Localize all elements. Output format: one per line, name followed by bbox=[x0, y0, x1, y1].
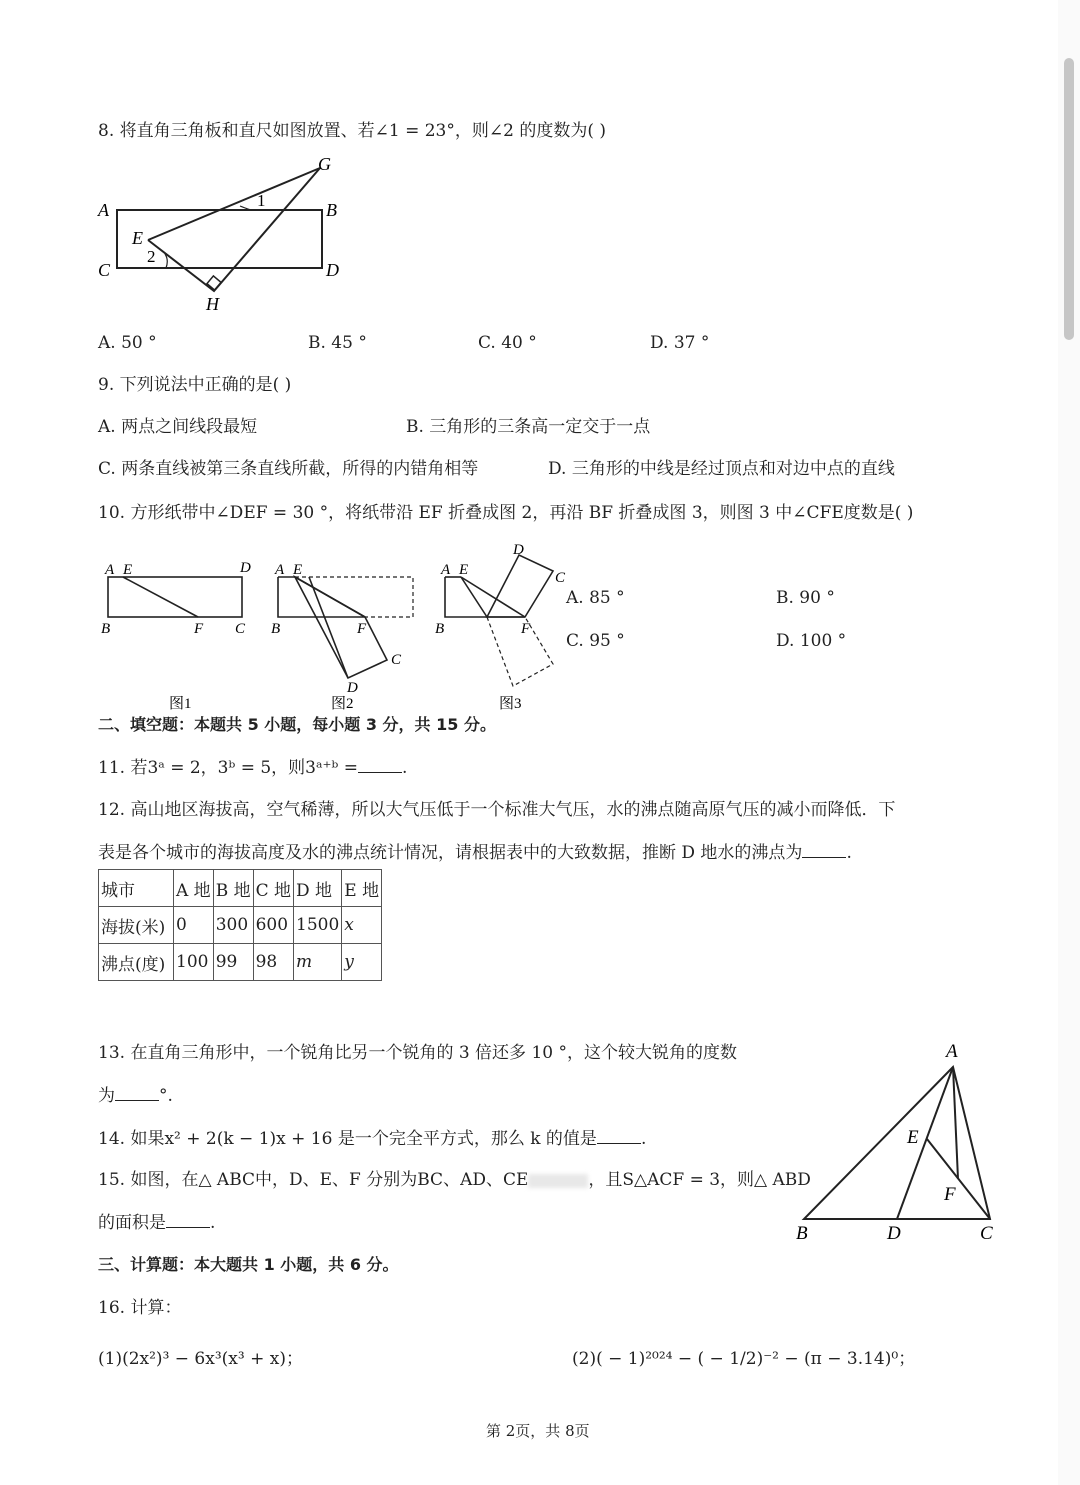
q8-label-h: H bbox=[206, 294, 219, 314]
q12-line2: 表是各个城市的海拔高度及水的沸点统计情况，请根据表中的大致数据，推断 D 地水的沸点为 . bbox=[98, 843, 852, 863]
table-header-cell: D 地 bbox=[294, 870, 342, 907]
q12-blank[interactable] bbox=[802, 841, 846, 858]
table-header-cell: B 地 bbox=[213, 870, 253, 907]
q8-label-g: G bbox=[318, 154, 331, 174]
q9-option-a[interactable]: A. 两点之间线段最短 bbox=[98, 417, 258, 437]
q15-line2-end: . bbox=[210, 1213, 216, 1233]
q15-blank[interactable] bbox=[166, 1211, 210, 1228]
q10-option-b[interactable]: B. 90 ° bbox=[776, 588, 835, 608]
q10-caption-2: 图2 bbox=[331, 696, 354, 712]
q11-blank[interactable] bbox=[358, 756, 402, 773]
svg-text:E: E bbox=[123, 562, 133, 578]
table-cell: 98 bbox=[253, 944, 293, 981]
q11-question: 11. 若3ᵃ = 2，3ᵇ = 5，则3ᵃ⁺ᵇ = bbox=[98, 758, 358, 778]
q10-caption-3: 图3 bbox=[499, 696, 522, 712]
page-footer: 第 2页，共 8页 bbox=[486, 1422, 590, 1440]
q8-option-d[interactable]: D. 37 ° bbox=[650, 333, 710, 353]
q15-line1 bbox=[98, 1169, 811, 1191]
table-cell: 0 bbox=[174, 907, 214, 944]
q16-part2: (2)( − 1)²⁰²⁴ − ( − 1/2)⁻² − (π − 3.14)⁰； bbox=[572, 1349, 916, 1369]
svg-text:F: F bbox=[194, 621, 204, 637]
q16-title: 16. 计算： bbox=[98, 1298, 182, 1318]
svg-text:F: F bbox=[357, 621, 367, 637]
svg-text:D: D bbox=[240, 560, 251, 576]
table-row bbox=[99, 944, 382, 981]
q12-line1: 12. 高山地区海拔高，空气稀薄，所以大气压低于一个标准大气压，水的沸点随高原气压的减小而降低．下 bbox=[98, 800, 896, 820]
table-cell: x bbox=[342, 907, 382, 944]
section2-heading: 二、填空题：本题共 5 小题，每小题 3 分，共 15 分。 bbox=[98, 715, 496, 734]
q12-line2-text: 表是各个城市的海拔高度及水的沸点统计情况，请根据表中的大致数据，推断 D 地水的沸点为 bbox=[98, 843, 803, 863]
q8-label-b: B bbox=[326, 200, 337, 220]
svg-text:B: B bbox=[271, 621, 281, 637]
q8-angle-1: 1 bbox=[257, 191, 266, 210]
svg-text:C: C bbox=[391, 652, 402, 668]
q10-option-d[interactable]: D. 100 ° bbox=[776, 631, 847, 651]
q8-label-e: E bbox=[132, 228, 143, 248]
svg-text:C: C bbox=[555, 570, 566, 586]
svg-text:F: F bbox=[521, 621, 531, 637]
scrollbar-thumb[interactable] bbox=[1064, 58, 1074, 340]
table-cell: m bbox=[294, 944, 342, 981]
svg-text:A: A bbox=[105, 562, 115, 578]
q8-label-a: A bbox=[98, 200, 109, 220]
q10-option-a[interactable]: A. 85 ° bbox=[566, 588, 625, 608]
table-header-cell: 城市 bbox=[99, 870, 174, 907]
table-cell: 海拔(米) bbox=[99, 907, 174, 944]
q15-label-e: E bbox=[907, 1127, 919, 1148]
q15-label-d: D bbox=[887, 1223, 901, 1244]
q9-option-b[interactable]: B. 三角形的三条高一定交于一点 bbox=[406, 417, 651, 437]
q13-blank[interactable] bbox=[115, 1084, 159, 1101]
q10-figures bbox=[95, 540, 575, 715]
q8-figure bbox=[90, 150, 350, 315]
q8-label-d: D bbox=[326, 260, 339, 280]
table-cell: 沸点(度) bbox=[99, 944, 174, 981]
q15-line1-end: ，且S△ACF = 3，则△ ABD bbox=[588, 1170, 811, 1190]
q15-obscured-text bbox=[528, 1174, 588, 1188]
q9-text: 9. 下列说法中正确的是( ) bbox=[98, 375, 292, 395]
q8-option-c[interactable]: C. 40 ° bbox=[478, 333, 537, 353]
q10-text: 10. 方形纸带中∠DEF = 30 °，将纸带沿 EF 折叠成图 2，再沿 BF 折叠成图 3，则图 3 中∠CFE度数是( ) bbox=[98, 503, 914, 523]
table-cell: 600 bbox=[253, 907, 293, 944]
table-cell: 100 bbox=[174, 944, 214, 981]
q15-label-f: F bbox=[944, 1184, 956, 1205]
q8-option-b[interactable]: B. 45 ° bbox=[308, 333, 367, 353]
svg-text:E: E bbox=[459, 562, 469, 578]
svg-text:E: E bbox=[293, 562, 303, 578]
table-header-cell: A 地 bbox=[174, 870, 214, 907]
section3-heading: 三、计算题：本大题共 1 小题，共 6 分。 bbox=[98, 1255, 399, 1274]
table-cell: 99 bbox=[213, 944, 253, 981]
q8-option-a[interactable]: A. 50 ° bbox=[98, 333, 157, 353]
q15-label-a: A bbox=[946, 1041, 958, 1062]
q14-blank[interactable] bbox=[597, 1127, 641, 1144]
q15-line1-start: 15. 如图，在△ ABC中，D、E、F 分别为BC、AD、CE bbox=[98, 1170, 529, 1190]
svg-text:A: A bbox=[441, 562, 451, 578]
table-row bbox=[99, 907, 382, 944]
svg-text:D: D bbox=[347, 680, 358, 696]
table-cell: y bbox=[342, 944, 382, 981]
q14-end: . bbox=[640, 1129, 647, 1149]
q10-caption-1: 图1 bbox=[169, 696, 192, 712]
q9-option-d[interactable]: D. 三角形的中线是经过顶点和对边中点的直线 bbox=[548, 459, 895, 479]
table-header-cell: E 地 bbox=[342, 870, 382, 907]
table-cell: 1500 bbox=[294, 907, 342, 944]
q9-option-c[interactable]: C. 两条直线被第三条直线所截，所得的内错角相等 bbox=[98, 459, 479, 479]
q10-option-c[interactable]: C. 95 ° bbox=[566, 631, 625, 651]
q15-label-c: C bbox=[980, 1223, 993, 1244]
q8-label-c: C bbox=[98, 260, 111, 280]
table-header-cell: C 地 bbox=[253, 870, 293, 907]
svg-text:D: D bbox=[513, 542, 524, 558]
q15-label-b: B bbox=[796, 1223, 808, 1244]
q13-line2-start: 为 bbox=[98, 1086, 115, 1106]
q15-figure bbox=[790, 1035, 1020, 1245]
q15-line2-start: 的面积是 bbox=[98, 1213, 166, 1233]
q8-text: 8. 将直角三角板和直尺如图放置、若∠1 = 23°，则∠2 的度数为( ) bbox=[98, 121, 606, 141]
svg-text:A: A bbox=[275, 562, 285, 578]
q14-text bbox=[98, 1127, 646, 1150]
q16-part1: (1)(2x²)³ − 6x³(x³ + x)； bbox=[98, 1349, 303, 1369]
table-cell: 300 bbox=[213, 907, 253, 944]
q14-question: 14. 如果x² + 2(k − 1)x + 16 是一个完全平方式，那么 k 的值是 bbox=[98, 1129, 597, 1149]
q13-line2 bbox=[98, 1084, 173, 1107]
svg-text:B: B bbox=[435, 621, 445, 637]
table-header-row bbox=[99, 870, 382, 907]
q8-angle-2: 2 bbox=[147, 247, 156, 266]
q13-line1: 13. 在直角三角形中，一个锐角比另一个锐角的 3 倍还多 10 °，这个较大锐角的度数 bbox=[98, 1043, 738, 1063]
q11-text: 11. 若3ᵃ = 2，3ᵇ = 5，则3ᵃ⁺ᵇ = . bbox=[98, 758, 408, 778]
q15-line2 bbox=[98, 1211, 215, 1234]
q13-line2-end: °. bbox=[159, 1086, 173, 1106]
q12-table bbox=[98, 869, 382, 981]
svg-text:C: C bbox=[235, 621, 246, 637]
svg-text:B: B bbox=[101, 621, 111, 637]
